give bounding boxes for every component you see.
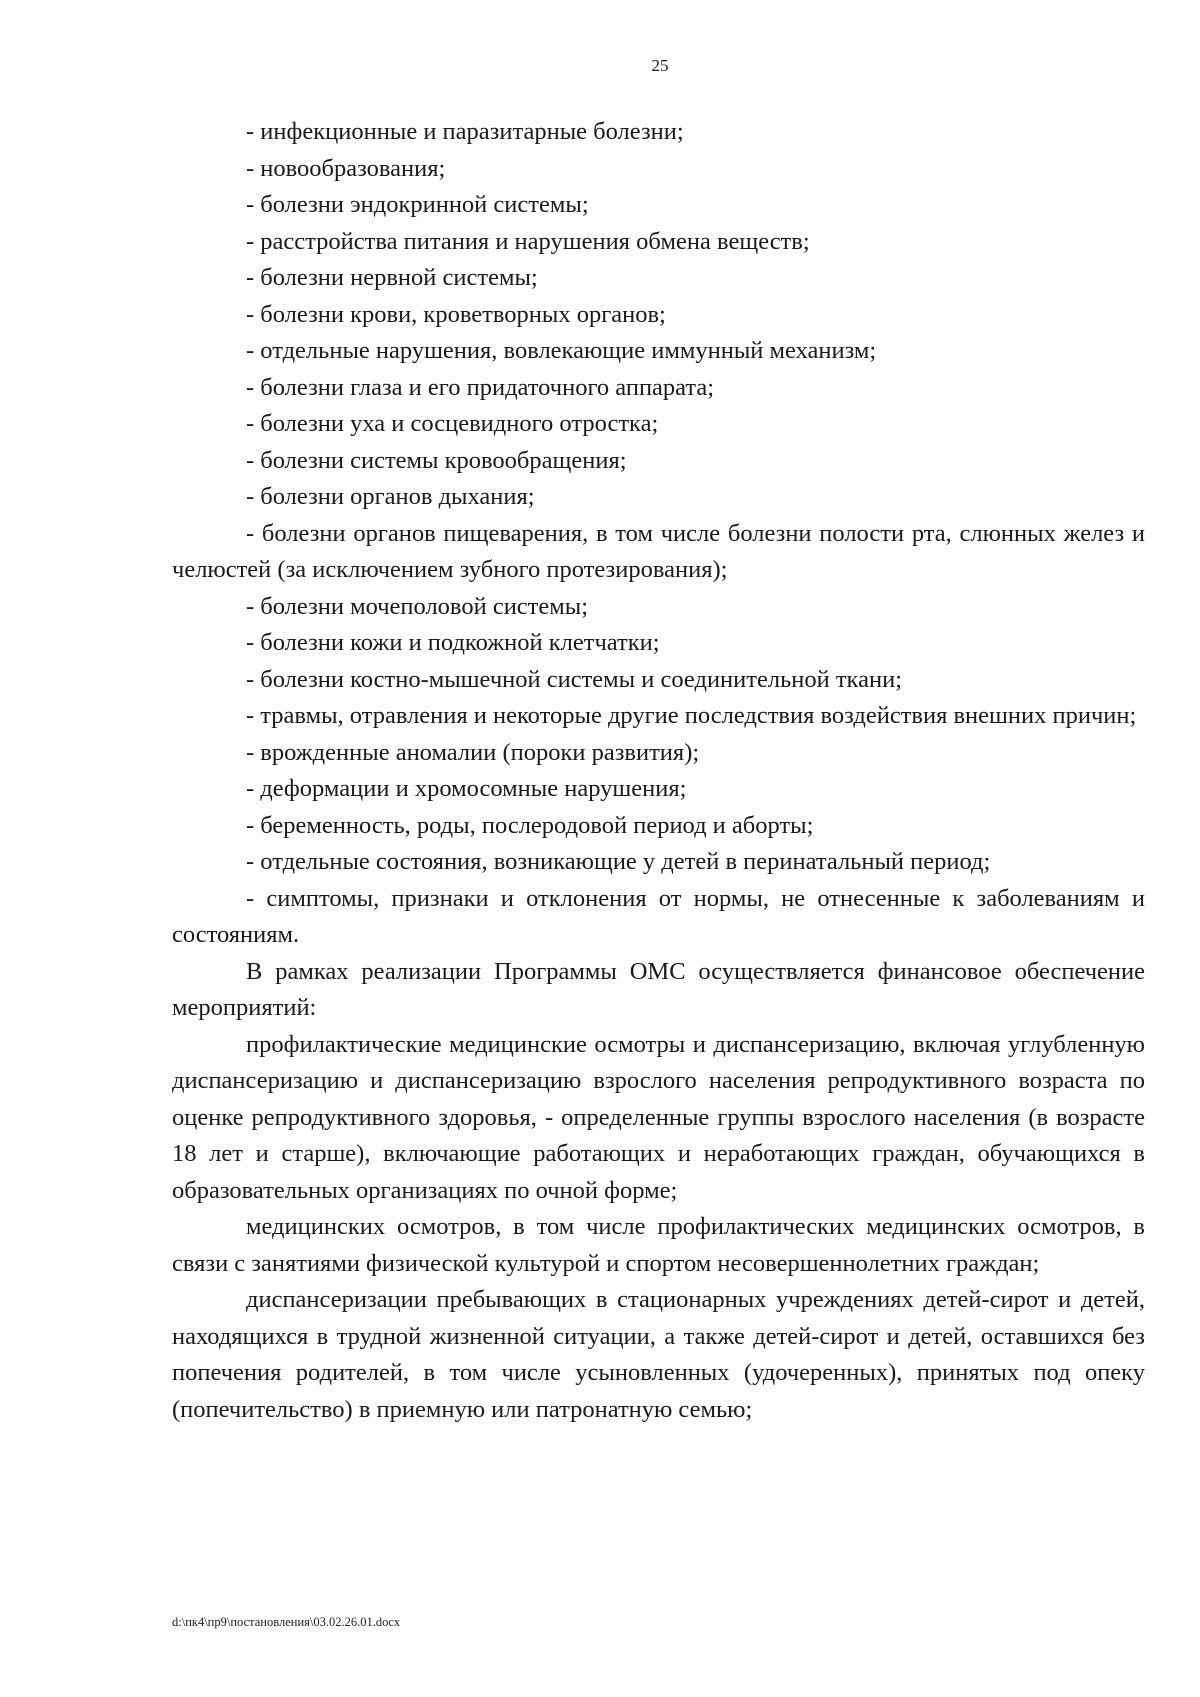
body-paragraph: профилактические медицинские осмотры и диспансеризацию, включая углубленную диспансеризацию и диспансеризацию взрослого населения репродуктивного возраста по оценке репродуктивного здоровья, - определенные группы взрослого населения (в возрасте 18 лет и старше), включающие работающих и неработающих граждан, обучающихся в образовательных организациях по очной форме; (172, 1030, 1145, 1204)
list-item: - болезни костно-мышечной системы и соединительной ткани; (246, 665, 902, 693)
list-item: - болезни кожи и подкожной клетчатки; (246, 629, 660, 656)
body-paragraph: В рамках реализации Программы ОМС осуществляется финансовое обеспечение мероприятий: (172, 957, 1145, 1021)
list-item: - болезни уха и сосцевидного отростка; (246, 410, 659, 437)
list-item: - симптомы, признаки и отклонения от нормы, не отнесенные к заболеваниям и состояниям. (172, 884, 1145, 948)
list-item: - расстройства питания и нарушения обмена веществ; (246, 227, 810, 255)
list-item: - деформации и хромосомные нарушения; (246, 775, 687, 802)
list-item: - болезни органов дыхания; (246, 483, 535, 510)
list-item: - болезни системы кровообращения; (246, 446, 627, 474)
list-item: - инфекционные и паразитарные болезни; (246, 118, 684, 145)
list-item: - болезни крови, кроветворных органов; (246, 300, 666, 328)
list-item: - новообразования; (246, 154, 446, 182)
body-paragraph: медицинских осмотров, в том числе профилактических медицинских осмотров, в связи с занятиями физической культурой и спортом несовершеннолетних граждан; (172, 1213, 1145, 1277)
list-item: - отдельные нарушения, вовлекающие иммунный механизм; (246, 337, 877, 364)
document-body (172, 114, 1145, 1428)
list-item: - беременность, роды, послеродовой период и аборты; (246, 811, 814, 839)
list-item: - болезни эндокринной системы; (246, 191, 589, 218)
list-item: - болезни нервной системы; (246, 264, 538, 291)
list-item: - травмы, отравления и некоторые другие последствия воздействия внешних причин; (246, 702, 1137, 729)
list-item: - врожденные аномалии (пороки развития); (246, 738, 700, 766)
body-paragraph: диспансеризации пребывающих в стационарных учреждениях детей-сирот и детей, находящихся в трудной жизненной ситуации, а также детей-сирот и детей, оставшихся без попечения родителей, в том числе усыновленных (удочеренных), принятых под опеку (попечительство) в приемную или патронатную семью; (172, 1286, 1145, 1423)
page-number: 25 (651, 56, 669, 75)
list-item: - болезни органов пищеварения, в том числе болезни полости рта, слюнных желез и челюстей (за исключением зубного протезирования); (172, 519, 1145, 583)
footer-file-path: d:\пк4\пр9\постановления\03.02.26.01.docx (172, 1615, 401, 1629)
list-item: - болезни мочеполовой системы; (246, 592, 589, 620)
list-item: - отдельные состояния, возникающие у детей в перинатальный период; (246, 848, 991, 875)
list-item: - болезни глаза и его придаточного аппарата; (246, 373, 715, 401)
